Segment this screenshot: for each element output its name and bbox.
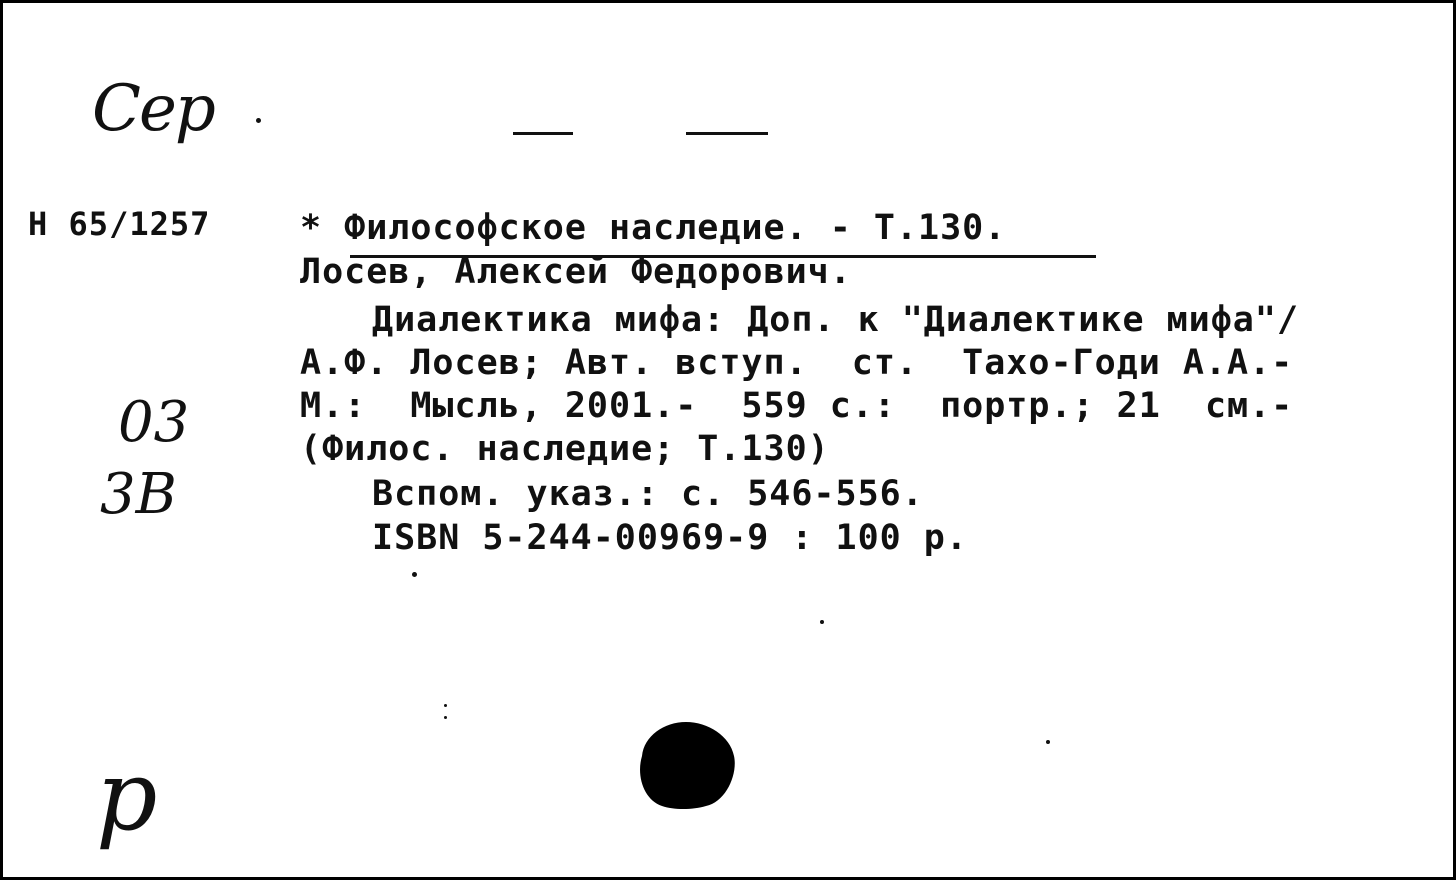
responsibility-line: А.Ф. Лосев; Авт. вступ. ст. Тахо-Годи А.А.- bbox=[300, 343, 1294, 383]
card-border-top bbox=[0, 0, 1456, 3]
author-heading: Лосев, Алексей Федорович. bbox=[300, 252, 852, 292]
index-note: Вспом. указ.: с. 546-556. bbox=[372, 474, 924, 514]
punch-hole-mark bbox=[630, 716, 742, 814]
handwritten-bottom-note: р bbox=[96, 740, 158, 852]
handwritten-top-left-note: Сер bbox=[92, 72, 214, 146]
card-border-left bbox=[0, 0, 3, 880]
imprint-line: М.: Мысль, 2001.- 559 с.: портр.; 21 см.- bbox=[300, 386, 1294, 426]
ink-dot bbox=[1046, 740, 1050, 744]
series-statement: (Филос. наследие; Т.130) bbox=[300, 429, 830, 469]
handwritten-code-1: 03 bbox=[118, 390, 190, 455]
call-number: Н 65/1257 bbox=[28, 205, 211, 243]
series-heading: * Философское наследие. - Т.130. bbox=[300, 208, 1007, 248]
isbn-price-line: ISBN 5-244-00969-9 : 100 р. bbox=[372, 518, 968, 558]
dash-mark bbox=[513, 132, 573, 135]
ink-dot bbox=[444, 716, 447, 719]
handwritten-code-2: 3В bbox=[100, 462, 177, 527]
ink-dot bbox=[444, 704, 447, 707]
ink-dot bbox=[412, 572, 417, 577]
ink-dot bbox=[256, 118, 261, 123]
title-line: Диалектика мифа: Доп. к "Диалектике мифа"/ bbox=[372, 300, 1300, 340]
ink-dot bbox=[820, 620, 824, 624]
dash-mark bbox=[686, 132, 768, 135]
